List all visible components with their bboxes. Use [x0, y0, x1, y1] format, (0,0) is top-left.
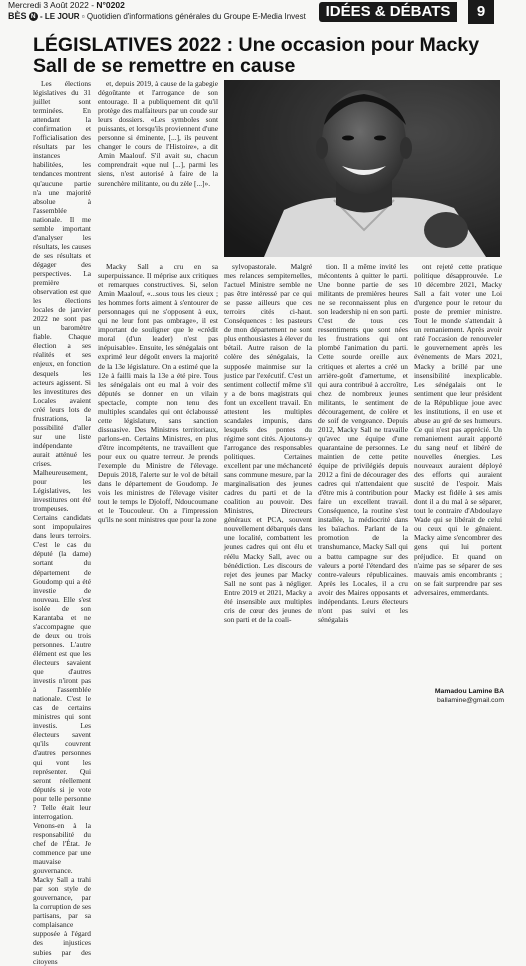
article-paragraph: tion. Il a même invité les mécontents à quitter le parti. Une bonne partie de ses militants de premières heures ne se reconnaissent plus en son leadership ni en son parti. C'est de tous ces ressentiments que sont nées les frustrations qui ont plombé l'animation du parti. Cette sourde oreille aux critiques et alertes a créé un arrière-goût d'amertume, et qui aura contribué à accroître, chez de nombreux jeunes militants, le sentiment de découragement, de colère et de soif de vengeance. Depuis 2012, Macky Sall ne travaille qu'avec une équipe d'une quarantaine de personnes. Le maintien de cette petite équipe de privilégiés depuis 2012 a fini de décourager des cadres qui n'attendaient que d'être mis à contribution pour faire un excellent travail. Conséquence, la routine s'est installée, la médiocrité dans les baïachos. Parlant de la promotion de la transhumance, Macky Sall qui a battu campagne sur des valeurs a porté l'étendard des contre-valeurs républicaines. Après les Locales, il a cru avoir des Maires opposants et indépendants. Leurs électeurs n'ont pas suivi et les sénégalais	[318, 262, 408, 624]
issue-date-line: Mercredi 3 Août 2022 - N°0202	[8, 0, 125, 10]
article-column-1	[33, 79, 91, 966]
page-number: 9	[468, 0, 494, 24]
article-column-2-top	[98, 79, 218, 262]
article-column-4	[318, 262, 408, 709]
paper-name: - LE JOUR	[39, 12, 80, 21]
portrait-image	[224, 80, 500, 257]
page-header	[0, 0, 526, 26]
article-title: LÉGISLATIVES 2022 : Une occasion pour Macky Sall de se remettre en cause	[33, 34, 480, 77]
separator-square-icon: ▫	[81, 12, 85, 21]
article-column-3	[224, 262, 312, 709]
section-rubric: IDÉES & DÉBATS	[319, 2, 457, 22]
article-paragraph: sylvopastorale. Malgré mes relances sempiternelles, l'actuel Ministre semble ne pas être intéressé par ce qui se passe ailleurs que ces terroirs cités ci-haut. Conséquences : les pasteurs de mon département ne sont plus enthousiastes à élever du bétail. Autre raison de la colère des sénégalais, la supposée mainmise sur la justice par l'exécutif. C'est un sentiment collectif même s'il y a de bons magistrats qui font un excellent travail. En attestent les multiples scandales impunis, dans lesquels des pontes du régime sont cités. Ajoutons-y l'arrogance des responsables politiques. Certaines excellent par une méchanceté sans commune mesure, par la marginalisation des jeunes cadres du parti et de la coalition au pouvoir. Des Ministres, Directeurs généraux et PCA, souvent nouvellement débarqués dans une localité, combattent les jeunes cadres qui ont élu et réélu Macky Sall, avec ou bénédiction. Les discours de rejet des jeunes par Macky Sall ne sont pas à négliger. Entre 2019 et 2021, Macky a été insensible aux multiples cris de cœur des jeunes de son parti et de la coali-	[224, 262, 312, 624]
author-email[interactable]: ballamine@gmail.com	[437, 697, 504, 704]
author-signature	[435, 687, 504, 705]
author-name: Mamadou Lamine BA	[434, 688, 504, 695]
article-column-5	[414, 262, 502, 682]
tagline: Quotidien d'informations générales du Groupe E-Media Invest	[86, 12, 306, 21]
masthead-line	[8, 11, 306, 22]
article-column-2-bottom	[98, 262, 218, 709]
issue-date: Mercredi 3 Août 2022	[8, 0, 89, 10]
logo-badge-icon: N	[29, 12, 38, 21]
article-paragraph: Les élections législatives du 31 juillet sont terminées. En attendant la confirmation et l'officialisation des résultats par les instances habilitées, les tendances montrent qu'aucune partie n'a une majorité absolue à l'assemblée nationale. Il me semble important d'analyser les résultats, les causes de ses résultats et dégager des perspectives. La première observation est que les élections locales de janvier 2022 ne sont pas un baromètre fiable. Chaque élection a ses réalités et ses enjeux, en fonction desquels les acteurs agissent. Si les investitures des Locales avaient créé leurs lots de frustrations, la possibilité d'aller sur une liste indépendante aurait atténué les crises. Malheureusement, pour les Législatives, les investitures ont été trompeuses. Certains candidats sont impopulaires dans leurs terroirs. C'est le cas du député (la dame) sortant du département de Goudomp qui a été investie de nouveau. Elle s'est isolée de son Karantaba et ne s'accompagne que de deux ou trois personnes. L'autre élément est que les électeurs savaient que d'autres investis n'iront pas à l'assemblée nationale. C'est le cas de certains ministres qui sont investis. Les électeurs savent qu'ils couvrent d'autres personnes qui vont les représenter. Qui seront réellement députés si je vote pour telle personne ? Telle était leur interrogation. Venons-en à la responsabilité du chef de l'État. Je commence par une mauvaise gouvernance. Macky Sall a trahi par son style de gouvernance, par la corruption de ses partisans, par sa complaisance supposée à l'égard des injustices subies par des citoyens	[33, 79, 91, 966]
article-photo	[224, 80, 500, 257]
logo-text: BÈS	[8, 11, 27, 21]
issue-number: N°0202	[96, 0, 125, 10]
article-paragraph: ont rejeté cette pratique politique désapprouvée. Le 10 décembre 2021, Macky Sall a fait voter une Loi d'urgence pour le retour du poste de premier ministre. Tout le monde s'attendait à un remaniement. Après avoir raté l'occasion de renouveler le gouvernement après les évènements de Mars 2021, Macky a brillé par une insensibilité inexplicable. Les sénégalais ont le sentiment que leur président de la République joue avec les institutions, il en use et abuse au gré de ses humeurs. Ce qui n'est pas apprécié. Un remaniement aurait apporté du sang neuf et libéré de nouvelles énergies. Les nouveaux auraient déployé des efforts qui auraient suscité de l'espoir. Mais Macky est fidèle à ses amis dont il a du mal à se séparer, tout le contraire d'Abdoulaye Wade qui se libérait de celui ou ceux qui le gênaient. Macky aime s'encombrer des gens qui lui portent préjudice. Et quand on n'aime pas se séparer de ses mauvais amis encombrants ; on se fait surprendre par ses adversaires, emmerdants.	[414, 262, 502, 597]
article-paragraph: Macky Sall a cru en sa superpuissance. Il méprise aux critiques et remarques constructives. Si, selon Amin Maalouf, «...sous tous les cieux ; les hommes forts aiment à s'entourer de personnages qui ne s'opposent à eux, qui ne leur font pas ombrage», il est important de souligner que le «crédit moral (d'un leader) n'est pas inépuisable». Ensuite, les sénégalais ont exprimé leur dégoût envers la majorité de la 13e législature. On a estimé que la 12e à failli mais la 13e a été pire. Tous les sénégalais ont eu mal à voir des députés se donner en un vilain spectacle, compte non tenu des multiples scandales qui ont éclaboussé cette législature, sans sanction dissuasive. Des Ministres territoriaux, parlons-en. Certains Ministres, en plus d'être incompétents, ne travaillent que pour eux ou quatre terreur. Je prends l'exemple du Ministre de l'élevage. Depuis 2018, l'alerte sur le vol de bétail dans le département de Goudomp. Je vois les ministres de l'élevage visiter tout le temps le Djoloff, Ndoucoumane et le Toucouleur. On a l'impression qu'ils ne sont ministres que pour la zone	[98, 262, 218, 525]
article-paragraph: et, depuis 2019, à cause de la gabegie dégoûtante et l'arrogance de son entourage. Il a publiquement dit qu'il protège des malfaiteurs par un coude sur leurs dossiers. «Les symboles sont puissants, et lorsqu'ils proviennent d'une personne si éminente, [...], ils peuvent changer le cours de l'Histoire», a dit Amin Maalouf. S'il avait su, chacun comprendrait «que nul [...], parmi les siens, n'est autorisé à faire de la surenchère militante, ou du zèle [...]».	[98, 79, 218, 188]
